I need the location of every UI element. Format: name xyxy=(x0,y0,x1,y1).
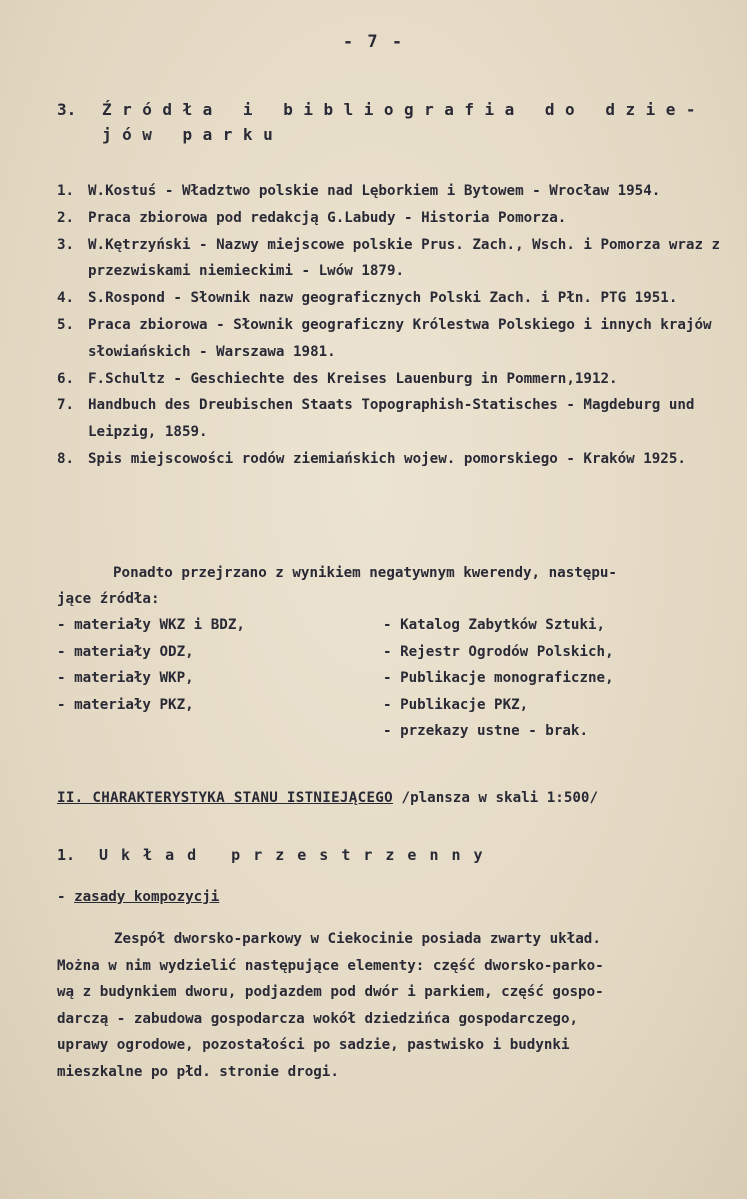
sources-right-column xyxy=(383,612,614,745)
item-text: S.Rospond - Słownik nazw geograficznych Polski Zach. i Płn. PTG 1951. xyxy=(88,290,678,307)
item-number: 7. xyxy=(57,397,75,414)
list-item xyxy=(57,312,742,366)
item-text: Spis miejscowości rodów ziemiańskich wojew. pomorskiego - Kraków 1925. xyxy=(88,450,686,467)
item-number: 2. xyxy=(57,209,75,226)
paragraph-line: uprawy ogrodowe, pozostałości po sadzie, pastwisko i budynki xyxy=(57,1037,570,1053)
section-2-heading xyxy=(57,790,737,806)
sources-left-column xyxy=(57,612,245,718)
list-item xyxy=(57,285,742,312)
zasady-label: zasady kompozycji xyxy=(74,889,220,905)
list-item: - Katalog Zabytków Sztuki, xyxy=(383,617,606,633)
list-item xyxy=(57,232,742,286)
item-number: 5. xyxy=(57,316,75,333)
section-2-title: II. CHARAKTERYSTYKA STANU ISTNIEJĄCEGO xyxy=(57,790,393,806)
list-item xyxy=(57,392,742,446)
item-text: F.Schultz - Geschiechte des Kreises Lauenburg in Pommern,1912. xyxy=(88,370,618,387)
zasady-dash: - xyxy=(57,889,75,905)
list-item: - Publikacje monograficzne, xyxy=(383,670,614,686)
item-text: W.Kostuś - Władztwo polskie nad Lęborkiem i Bytowem - Wrocław 1954. xyxy=(88,183,661,199)
paragraph-line: Można w nim wydzielić następujące elementy: część dworsko-parko- xyxy=(57,957,604,974)
list-item xyxy=(57,366,742,393)
ponadto-paragraph xyxy=(57,560,732,612)
item-text: Handbuch des Dreubischen Staats Topographish-Statisches - Magdeburg und Leipzig, 1859. xyxy=(88,397,695,441)
ponadto-line1: Ponadto przejrzano z wynikiem negatywnym kwerendy, następu- xyxy=(113,565,617,581)
ponadto-line2: jące źródła: xyxy=(57,591,160,607)
paragraph-line: mieszkalne po płd. stronie drogi. xyxy=(57,1063,339,1080)
item-text: Praca zbiorowa - Słownik geograficzny Królestwa Polskiego i innych krajów słowiańskich - Warszawa 1981. xyxy=(88,316,712,360)
section-3-heading xyxy=(57,100,727,144)
description-paragraph xyxy=(57,926,737,1085)
list-item: - materiały PKZ, xyxy=(57,696,194,713)
list-item: - Rejestr Ogrodów Polskich, xyxy=(383,643,614,660)
section-3-title-line1: Źródła i bibliografia do dzie- xyxy=(102,100,706,119)
paragraph-line: wą z budynkiem dworu, podjazdem pod dwór i parkiem, część gospo- xyxy=(57,984,604,1000)
list-item: - przekazy ustne - brak. xyxy=(383,723,588,739)
section-3-number: 3. xyxy=(57,100,77,119)
section-3-title-line2: jów parku xyxy=(102,125,284,144)
page-number: - 7 - xyxy=(342,32,405,52)
list-item: - Publikacje PKZ, xyxy=(383,696,529,713)
list-item xyxy=(57,205,742,232)
item-number: 6. xyxy=(57,370,75,387)
item-number: 4. xyxy=(57,290,75,307)
list-item xyxy=(57,178,742,205)
item-number: 3. xyxy=(57,236,75,253)
subsection-1-number: 1. xyxy=(57,846,76,864)
item-number: 8. xyxy=(57,450,75,467)
bibliography-list xyxy=(57,178,742,473)
paragraph-line: darczą - zabudowa gospodarcza wokół dziedzińca gospodarczego, xyxy=(57,1010,579,1027)
item-text: W.Kętrzyński - Nazwy miejscowe polskie Prus. Zach., Wsch. i Pomorza wraz z przezwiskami niemieckimi - Lwów 1879. xyxy=(88,236,721,280)
list-item: - materiały ODZ, xyxy=(57,643,194,660)
paragraph-line: Zespół dworsko-parkowy w Ciekocinie posiada zwarty układ. xyxy=(114,931,601,947)
list-item: - materiały WKZ i BDZ, xyxy=(57,617,245,633)
subsection-1-title: Układ przestrzenny xyxy=(99,846,496,864)
item-text: Praca zbiorowa pod redakcją G.Labudy - Historia Pomorza. xyxy=(88,209,567,226)
section-2-note: /plansza w skali 1:500/ xyxy=(392,790,598,806)
subsection-1-heading xyxy=(57,846,496,864)
list-item xyxy=(57,446,742,473)
item-number: 1. xyxy=(57,183,75,199)
list-item: - materiały WKP, xyxy=(57,670,194,686)
zasady-heading xyxy=(57,889,219,905)
